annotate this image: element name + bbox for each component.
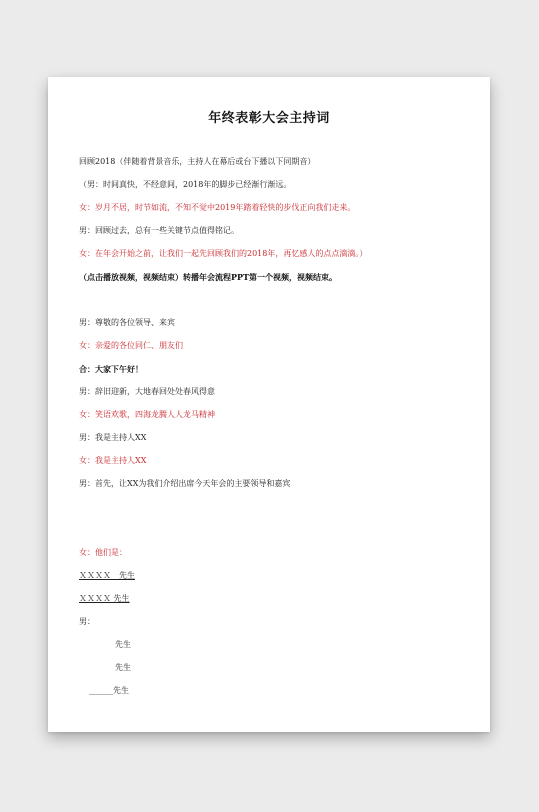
- script-line: 女：我是主持人XX: [79, 456, 147, 465]
- script-line: 女：在年会开始之前，让我们一起先回顾我们的2018年，再忆感人的点点滴滴。）: [79, 249, 368, 258]
- script-line: 女：亲爱的各位同仁、朋友们: [79, 341, 183, 350]
- script-line: 男：: [79, 617, 95, 626]
- guest-line: ______先生: [89, 686, 129, 695]
- guest-line: ＸＸＸＸ 先生: [79, 594, 130, 603]
- script-line: 男：尊敬的各位领导、来宾: [79, 318, 175, 327]
- script-line: 男：辞旧迎新，大地春回处处春风得意: [79, 387, 215, 396]
- guest-line: ＸＸＸＸ 先生: [79, 571, 135, 580]
- script-line: 女：笑语欢歌，四海龙腾人人龙马精神: [79, 410, 215, 419]
- document-page: [48, 77, 490, 732]
- script-line: 合：大家下午好！: [79, 364, 143, 374]
- script-line: 女：他们是：: [79, 548, 127, 557]
- script-line: 男：首先，让XX为我们介绍出席今天年会的主要领导和嘉宾: [79, 479, 291, 488]
- guest-line: 先生: [115, 640, 131, 649]
- script-line: 女：岁月不居，时节如流，不知不觉中2019年踏着轻快的步伐正向我们走来。: [79, 203, 356, 212]
- script-line: 回顾2018（伴随着背景音乐，主持人在幕后或台下播以下同期音）: [79, 157, 316, 166]
- document-title: 年终表彰大会主持词: [208, 111, 330, 126]
- guest-line: 先生: [115, 663, 131, 672]
- script-line: 男：回顾过去，总有一些关键节点值得铭记。: [79, 226, 239, 235]
- script-line: 男：我是主持人XX: [79, 433, 147, 442]
- script-line: （男：时间真快，不经意间，2018年的脚步已经渐行渐远。: [79, 180, 292, 189]
- script-line: （点击播放视频，视频结束）转播年会流程PPT第一个视频，视频结束。: [79, 272, 337, 282]
